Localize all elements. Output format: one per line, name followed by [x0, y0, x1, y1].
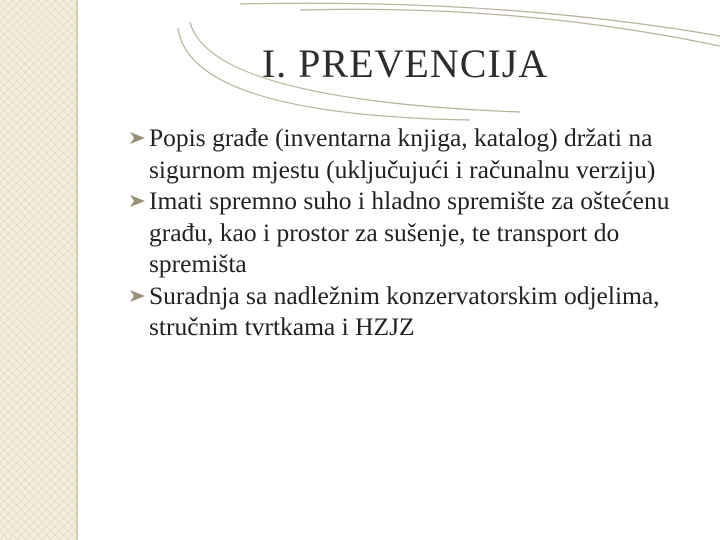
bullet-item: [127, 280, 702, 343]
bullet-text: Popis građe (inventarna knjiga, katalog) držati na sigurnom mjestu (uključujući i računalnu verziju): [149, 123, 656, 184]
bullet-text: Suradnja sa nadležnim konzervatorskim odjelima, stručnim tvrtkama i HZJZ: [149, 280, 660, 341]
bullet-arrow-icon: [129, 131, 147, 145]
bullet-list: [127, 122, 702, 343]
bullet-arrow-icon: [129, 194, 147, 208]
bullet-text: Imati spremno suho i hladno spremište za oštećenu građu, kao i prostor za sušenje, te transport do spremišta: [149, 186, 670, 278]
bullet-arrow-icon: [129, 289, 147, 303]
bullet-item: [127, 122, 702, 185]
slide-title: I. PREVENCIJA: [261, 41, 549, 86]
bullet-item: [127, 185, 702, 280]
